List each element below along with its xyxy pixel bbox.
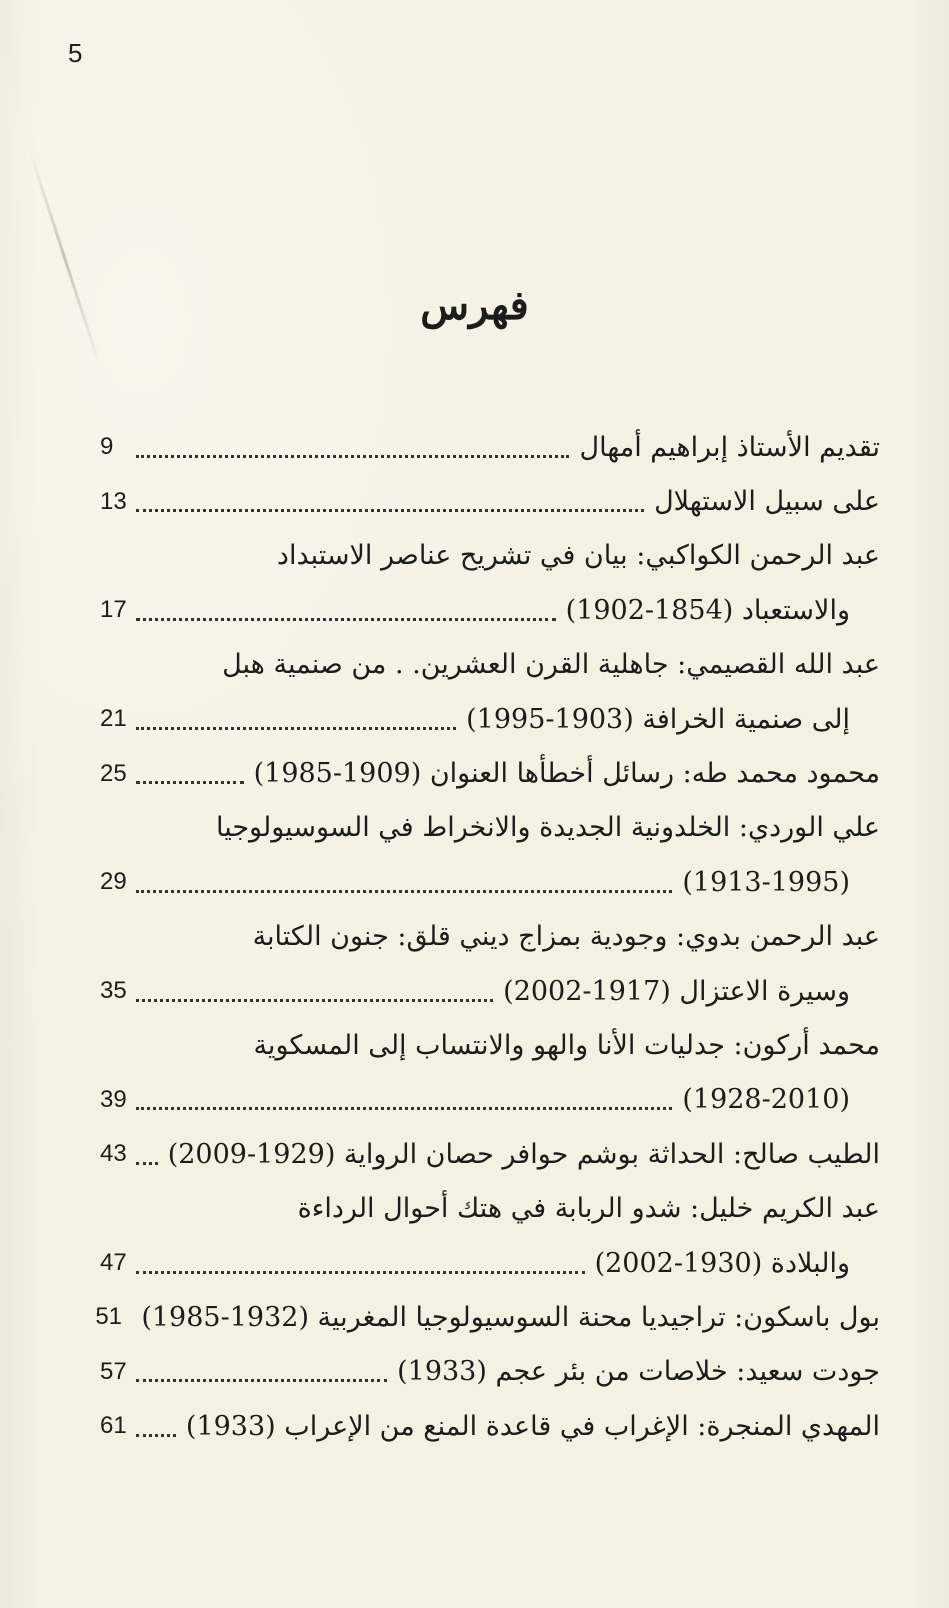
toc-entry-title: المهدي المنجرة: الإغراب في قاعدة المنع من الإعراب (1933) — [185, 1410, 880, 1442]
toc-entry-page: 51 — [95, 1303, 123, 1331]
toc-entry-page: 43 — [100, 1140, 127, 1168]
toc-entry-page: 25 — [100, 759, 127, 787]
toc-entry-title: عبد الرحمن بدوي: وجودية بمزاج ديني قلق: جنون الكتابة — [252, 921, 880, 953]
toc-entry-title: جودت سعيد: خلاصات من بئر عجم (1933) — [397, 1356, 880, 1388]
toc-entry — [100, 1127, 880, 1181]
toc-entry — [100, 1018, 880, 1072]
toc-entry-title: على سبيل الاستهلال — [654, 486, 880, 518]
dot-leader — [136, 999, 493, 1002]
toc-entry — [100, 692, 880, 746]
dot-leader — [136, 455, 569, 458]
toc-entry-page: 17 — [100, 596, 127, 624]
toc-entry-title: محمود محمد طه: رسائل أخطأها العنوان (1909-1985) — [253, 758, 880, 790]
toc-entry — [100, 1345, 880, 1399]
dot-leader — [136, 727, 456, 730]
dot-leader — [136, 618, 556, 621]
toc-entry — [100, 1181, 880, 1235]
toc-entry-page: 9 — [100, 433, 114, 461]
dot-leader — [136, 781, 244, 784]
toc-entry — [100, 910, 880, 964]
table-of-contents — [95, 420, 880, 1453]
toc-entry — [100, 855, 880, 909]
toc-entry-title: محمد أركون: جدليات الأنا والهو والانتساب إلى المسكوية — [253, 1029, 880, 1061]
toc-entry-title: عبد الله القصيمي: جاهلية القرن العشرين. . من صنمية هبل — [222, 649, 880, 681]
toc-entry-title: (1928-2010) — [682, 1084, 850, 1116]
toc-entry — [100, 638, 880, 692]
toc-entry-title: (1913-1995) — [682, 866, 850, 898]
toc-entry — [100, 1399, 880, 1453]
dot-leader — [136, 509, 644, 512]
page-title: فهرس — [420, 282, 529, 329]
toc-entry — [100, 474, 880, 528]
toc-entry-title: علي الوردي: الخلدونية الجديدة والانخراط في السوسيولوجيا — [215, 812, 880, 844]
toc-entry-title: الطيب صالح: الحداثة بوشم حوافر حصان الرواية (1929-2009) — [167, 1138, 880, 1170]
toc-entry — [100, 746, 880, 800]
toc-entry-page: 47 — [100, 1249, 127, 1277]
toc-entry — [100, 1236, 880, 1290]
toc-entry-title: عبد الكريم خليل: شدو الربابة في هتك أحوال الرداءة — [297, 1193, 880, 1225]
toc-entry-title: والاستعباد (1854-1902) — [565, 594, 850, 626]
dot-leader — [136, 1162, 158, 1165]
toc-entry — [100, 1073, 880, 1127]
page-number: 5 — [68, 38, 83, 68]
toc-entry — [100, 801, 880, 855]
dot-leader — [136, 1379, 387, 1382]
toc-entry — [100, 583, 880, 637]
toc-entry-page: 35 — [100, 977, 127, 1005]
toc-entry-title: والبلادة (1930-2002) — [594, 1247, 850, 1279]
toc-entry — [100, 420, 880, 474]
toc-entry-title: عبد الرحمن الكواكبي: بيان في تشريح عناصر الاستبداد — [276, 540, 880, 572]
toc-entry-title: وسيرة الاعتزال (1917-2002) — [503, 975, 850, 1007]
dot-leader — [136, 1271, 585, 1274]
toc-entry-title: تقديم الأستاذ إبراهيم أمهال — [579, 431, 880, 463]
toc-entry-page: 21 — [100, 705, 127, 733]
toc-entry — [100, 529, 880, 583]
toc-entry — [100, 964, 880, 1018]
toc-entry-title: بول باسكون: تراجيديا محنة السوسيولوجيا المغربية (1932-1985) — [141, 1301, 880, 1333]
dot-leader — [136, 890, 672, 893]
toc-entry-title: إلى صنمية الخرافة (1903-1995) — [466, 703, 850, 735]
dot-leader — [136, 1107, 672, 1110]
toc-entry — [95, 1290, 880, 1344]
paper-crease — [28, 149, 102, 369]
toc-entry-page: 61 — [100, 1412, 127, 1440]
toc-entry-page: 29 — [100, 868, 127, 896]
toc-entry-page: 57 — [100, 1357, 127, 1385]
dot-leader — [136, 1434, 176, 1437]
toc-entry-page: 39 — [100, 1085, 127, 1113]
toc-entry-page: 13 — [100, 487, 127, 515]
